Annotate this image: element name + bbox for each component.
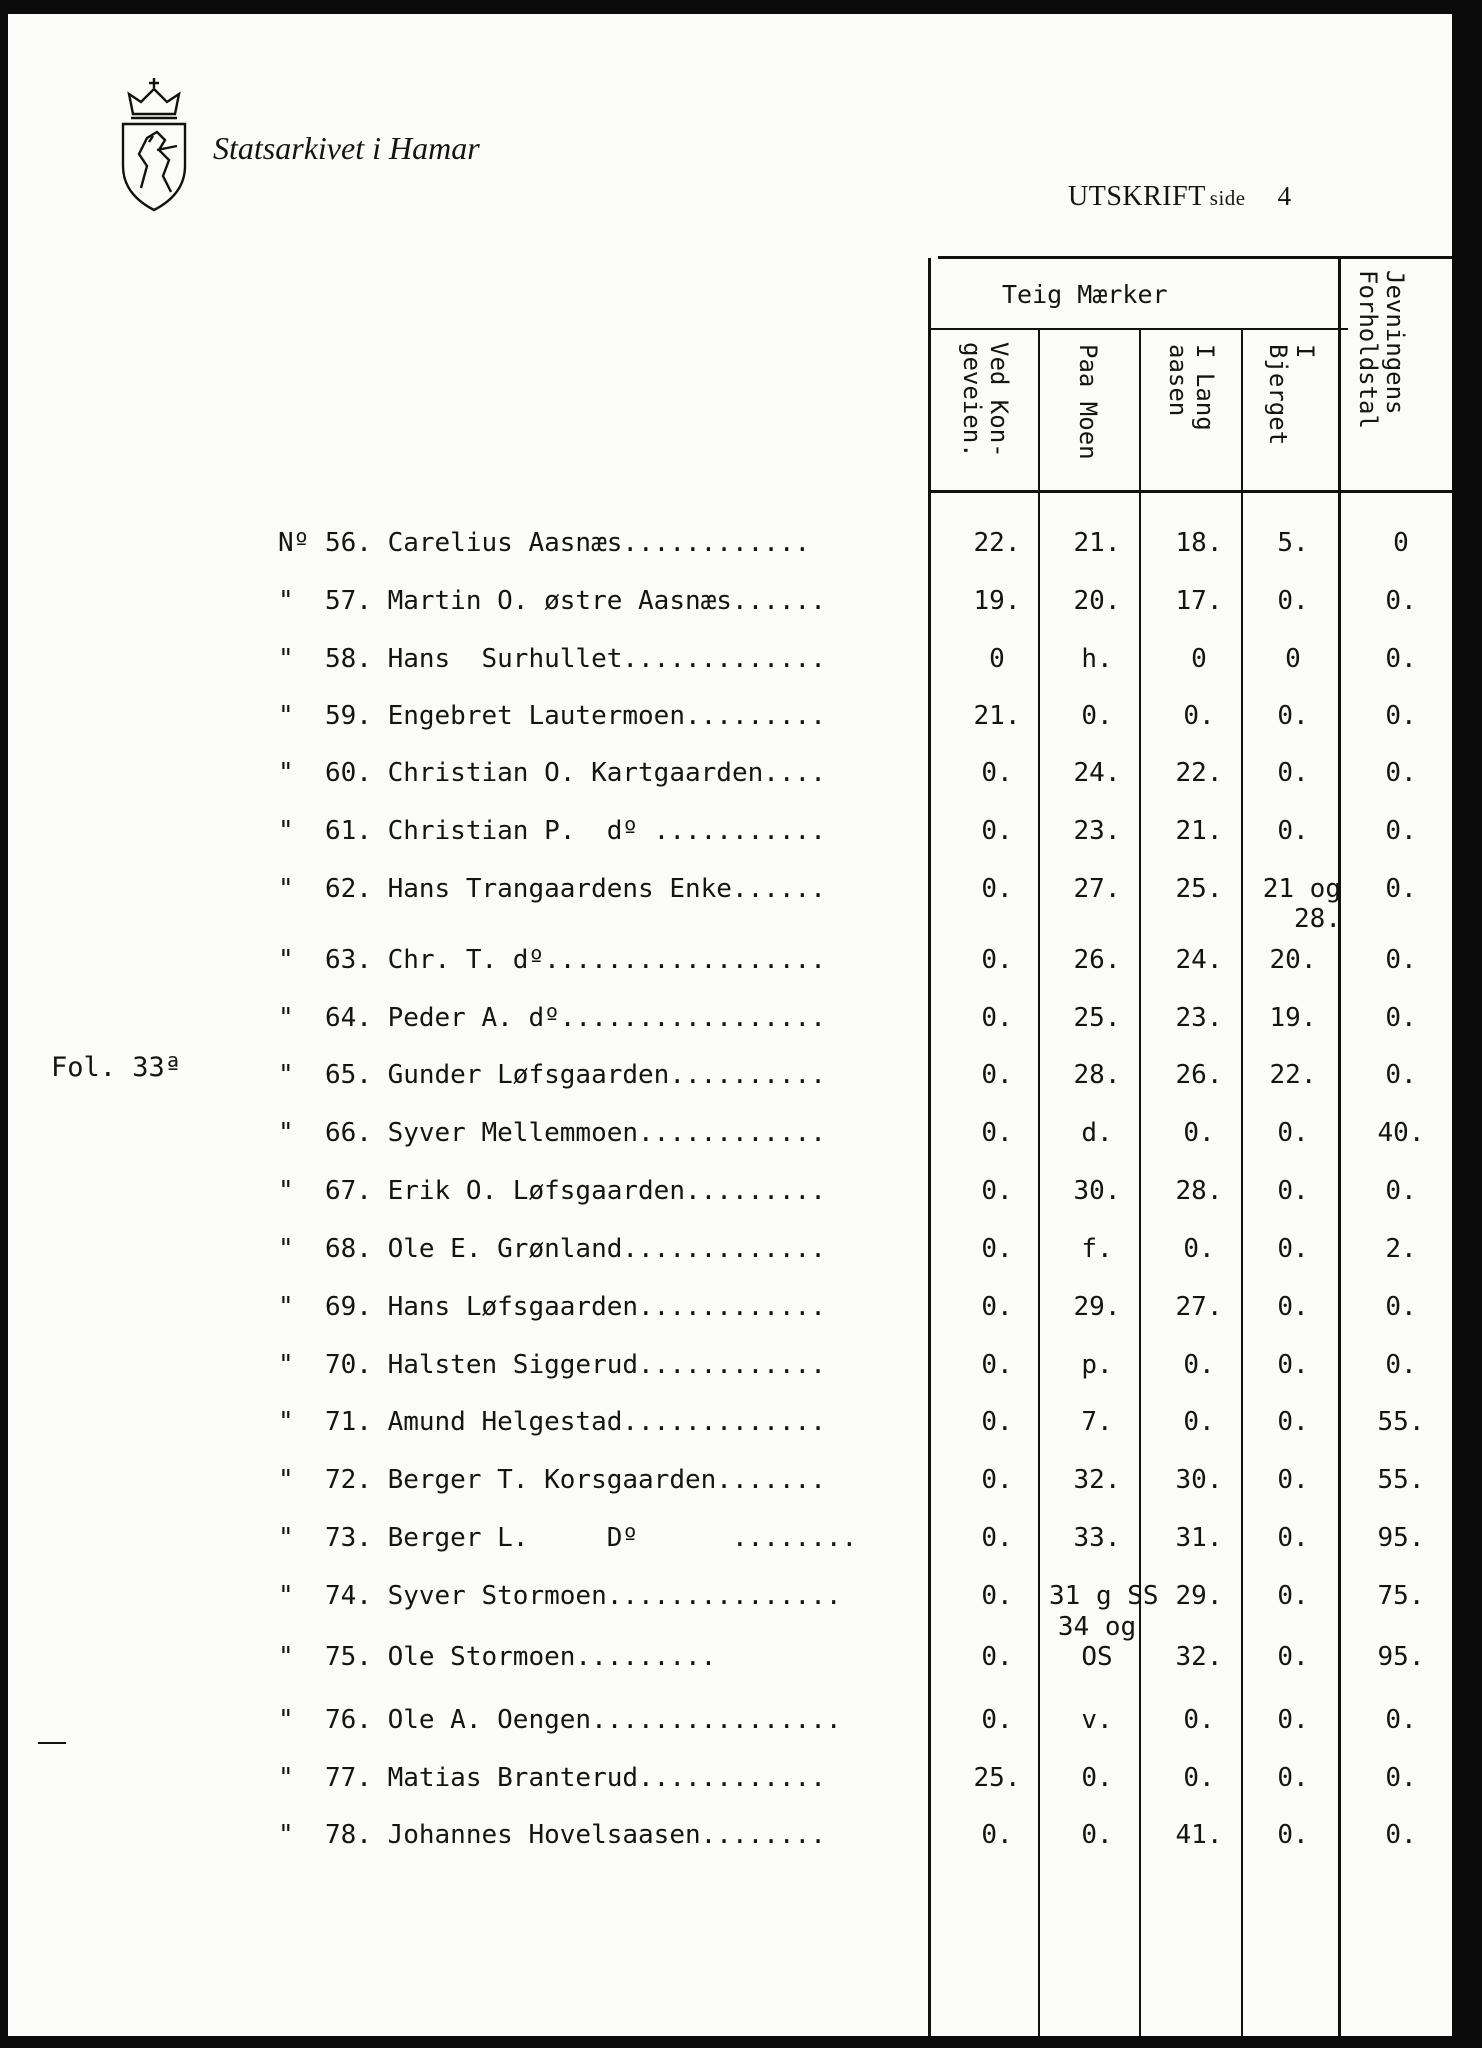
table-row-label: " 66. Syver Mellemmoen............ [278, 1118, 826, 1148]
table-cell: 32. [1175, 1642, 1223, 1672]
table-cell: 0. [1277, 1763, 1309, 1793]
table-cell: 26. [1175, 1060, 1223, 1090]
table-cell: 27. [1175, 1292, 1223, 1322]
table-row-label: " 77. Matias Branterud............ [278, 1763, 826, 1793]
table-cell: 0. [1385, 1820, 1417, 1850]
table-cell: 28. [1073, 1060, 1121, 1090]
table-cell: 0. [981, 1118, 1013, 1148]
table-cell: 0. [1385, 816, 1417, 846]
table-cell: 0. [1277, 1581, 1309, 1611]
table-cell: 0. [1385, 945, 1417, 975]
table-cell: 0. [1081, 701, 1113, 731]
table-cell: 0. [1081, 1763, 1113, 1793]
utskrift-label: UTSKRIFT [1068, 181, 1206, 212]
table-cell: 0. [1277, 1705, 1309, 1735]
table-cell: 25. [1073, 1003, 1121, 1033]
table-row-label: " 59. Engebret Lautermoen......... [278, 701, 826, 731]
table-cell: 19. [1269, 1003, 1317, 1033]
coat-of-arms-icon [113, 76, 195, 216]
table-row-label: " 62. Hans Trangaardens Enke...... [278, 874, 826, 904]
table-cell: 0. [1277, 816, 1309, 846]
table-cell: 0. [1183, 701, 1215, 731]
table-cell: 21. [1073, 528, 1121, 558]
table-cell: 0. [1385, 644, 1417, 674]
table-cell: 0. [981, 1350, 1013, 1380]
table-cell: 0. [1277, 1820, 1309, 1850]
table-cell: 0. [981, 945, 1013, 975]
table-cell: 0 [1393, 528, 1409, 558]
table-cell: f. [1081, 1234, 1113, 1264]
table-cell: 0. [1385, 758, 1417, 788]
table-cell: 32. [1073, 1465, 1121, 1495]
side-label: side [1209, 186, 1246, 210]
table-cell: 31 g SS [1049, 1581, 1159, 1611]
table-cell: v. [1081, 1705, 1113, 1735]
table-cell: 0. [981, 1705, 1013, 1735]
column-header-i-bjerget: I Bjerget [1264, 344, 1319, 446]
table-cell: 34 og OS [1057, 1612, 1137, 1672]
utskrift-heading [1068, 181, 1292, 213]
table-cell: 21. [973, 701, 1021, 731]
table-cell: 55. [1377, 1465, 1425, 1495]
table-cell: 0. [1277, 1292, 1309, 1322]
table-cell: 0. [981, 1176, 1013, 1206]
group-header-teig-maerker: Teig Mærker [1002, 280, 1168, 309]
margin-tick [38, 1742, 66, 1744]
table-cell: 55. [1377, 1407, 1425, 1437]
table-cell: 19. [973, 586, 1021, 616]
table-cell: 0. [981, 874, 1013, 904]
table-cell: 17. [1175, 586, 1223, 616]
table-cell: 0 [1285, 644, 1301, 674]
table-cell: 18. [1175, 528, 1223, 558]
table-row-label: " 63. Chr. T. dº.................. [278, 945, 826, 975]
table-cell: 0. [1385, 1003, 1417, 1033]
table-cell: 40. [1377, 1118, 1425, 1148]
table-cell: 0. [1385, 586, 1417, 616]
table-cell: 2. [1385, 1234, 1417, 1264]
table-row-label: Nº 56. Carelius Aasnæs............ [278, 528, 811, 558]
table-cell: 0. [1277, 1176, 1309, 1206]
institution-title: Statsarkivet i Hamar [213, 130, 480, 166]
table-cell: 20. [1073, 586, 1121, 616]
table-cell: 0. [1385, 1060, 1417, 1090]
table-cell: 0. [1183, 1407, 1215, 1437]
table-cell: 22. [1269, 1060, 1317, 1090]
table-cell: 0. [1277, 1234, 1309, 1264]
column-header-ved-kongeveien: Ved Kon- geveien. [958, 342, 1013, 458]
table-cell: 24. [1175, 945, 1223, 975]
table-cell: 27. [1073, 874, 1121, 904]
table-cell: 0. [981, 816, 1013, 846]
table-cell: 0. [1385, 701, 1417, 731]
table-cell: 28. [1175, 1176, 1223, 1206]
header-bottom-rule [930, 490, 1452, 493]
table-cell: 24. [1073, 758, 1121, 788]
table-cell: 0. [1385, 1705, 1417, 1735]
table-cell: 0. [981, 1642, 1013, 1672]
table-cell: 41. [1175, 1820, 1223, 1850]
table-cell: 0. [1277, 1118, 1309, 1148]
table-left-rule [928, 258, 931, 2036]
table-cell: 30. [1073, 1176, 1121, 1206]
table-cell: 33. [1073, 1523, 1121, 1553]
table-cell: p. [1081, 1350, 1113, 1380]
table-row-label: " 75. Ole Stormoen......... [278, 1642, 717, 1672]
table-cell: 0. [1385, 1292, 1417, 1322]
table-cell: 21. [1175, 816, 1223, 846]
table-cell: 30. [1175, 1465, 1223, 1495]
table-cell: 0. [981, 1003, 1013, 1033]
table-cell: 21 og 28. [1262, 874, 1341, 934]
table-cell: 0. [1385, 1763, 1417, 1793]
table-cell: 0. [1183, 1705, 1215, 1735]
table-cell: 75. [1377, 1581, 1425, 1611]
table-cell: 0. [1385, 1350, 1417, 1380]
table-cell: d. [1081, 1118, 1113, 1148]
table-row-label: " 61. Christian P. dº ........... [278, 816, 826, 846]
table-cell: 29. [1175, 1581, 1223, 1611]
table-cell: 0. [1277, 1465, 1309, 1495]
table-cell: 0. [1277, 1350, 1309, 1380]
table-cell: 5. [1277, 528, 1309, 558]
table-row-label: " 74. Syver Stormoen............... [278, 1581, 842, 1611]
table-row-label: " 72. Berger T. Korsgaarden....... [278, 1465, 826, 1495]
table-cell: 0. [1277, 701, 1309, 731]
table-cell: 29. [1073, 1292, 1121, 1322]
table-cell: 22. [973, 528, 1021, 558]
column-header-paa-moen: Paa Moen [1074, 344, 1102, 460]
table-row-label: " 65. Gunder Løfsgaarden.......... [278, 1060, 826, 1090]
table-row-label: " 58. Hans Surhullet............. [278, 644, 826, 674]
table-cell: 25. [1175, 874, 1223, 904]
table-top-rule [938, 256, 1452, 259]
table-cell: 0. [981, 1523, 1013, 1553]
table-cell: 0. [981, 1820, 1013, 1850]
table-cell: 0. [981, 1234, 1013, 1264]
table-cell: 0. [1183, 1118, 1215, 1148]
table-cell: 0. [1081, 1820, 1113, 1850]
table-cell: 22. [1175, 758, 1223, 788]
table-cell: 0. [1385, 1176, 1417, 1206]
table-row-label: " 68. Ole E. Grønland............. [278, 1234, 826, 1264]
table-cell: 0. [981, 1581, 1013, 1611]
table-cell: 7. [1081, 1407, 1113, 1437]
table-row-label: " 70. Halsten Siggerud............ [278, 1350, 826, 1380]
table-row-label: " 76. Ole A. Oengen................ [278, 1705, 842, 1735]
table-row-label: " 57. Martin O. østre Aasnæs...... [278, 586, 826, 616]
table-cell: 95. [1377, 1642, 1425, 1672]
table-cell: 0. [1277, 1407, 1309, 1437]
table-cell: 0. [1183, 1763, 1215, 1793]
margin-note-folio: Fol. 33ª [51, 1052, 182, 1083]
table-cell: 95. [1377, 1523, 1425, 1553]
table-cell: 0. [981, 1292, 1013, 1322]
table-cell: 31. [1175, 1523, 1223, 1553]
table-row-label: " 67. Erik O. Løfsgaarden......... [278, 1176, 826, 1206]
table-cell: 0. [1277, 1523, 1309, 1553]
table-row-label: " 69. Hans Løfsgaarden............ [278, 1292, 826, 1322]
page-number: 4 [1277, 181, 1292, 211]
table-cell: 0 [1191, 644, 1207, 674]
table-row-label: " 71. Amund Helgestad............. [278, 1407, 826, 1437]
table-cell: 0. [981, 758, 1013, 788]
table-cell: 23. [1175, 1003, 1223, 1033]
document-page [8, 14, 1452, 2036]
table-cell: 20. [1269, 945, 1317, 975]
table-cell: 0 [989, 644, 1005, 674]
table-cell: 23. [1073, 816, 1121, 846]
table-cell: 0. [981, 1407, 1013, 1437]
table-cell: 0. [981, 1465, 1013, 1495]
table-row-label: " 78. Johannes Hovelsaasen........ [278, 1820, 826, 1850]
table-cell: 25. [973, 1763, 1021, 1793]
table-cell: 0. [1183, 1350, 1215, 1380]
table-cell: 26. [1073, 945, 1121, 975]
table-cell: 0. [981, 1060, 1013, 1090]
table-cell: 0. [1277, 586, 1309, 616]
table-cell: 0. [1183, 1234, 1215, 1264]
table-cell: 0. [1277, 1642, 1309, 1672]
column-header-jevningens-forholdstal: Jevningens Forholdstal [1354, 270, 1409, 429]
table-cell: 0. [1277, 758, 1309, 788]
table-cell: 0. [1385, 874, 1417, 904]
table-cell: h. [1081, 644, 1113, 674]
column-header-i-langaasen: I Lang aasen [1164, 344, 1219, 431]
table-row-label: " 73. Berger L. Dº ........ [278, 1523, 858, 1553]
table-row-label: " 64. Peder A. dº................. [278, 1003, 826, 1033]
table-row-label: " 60. Christian O. Kartgaarden.... [278, 758, 826, 788]
